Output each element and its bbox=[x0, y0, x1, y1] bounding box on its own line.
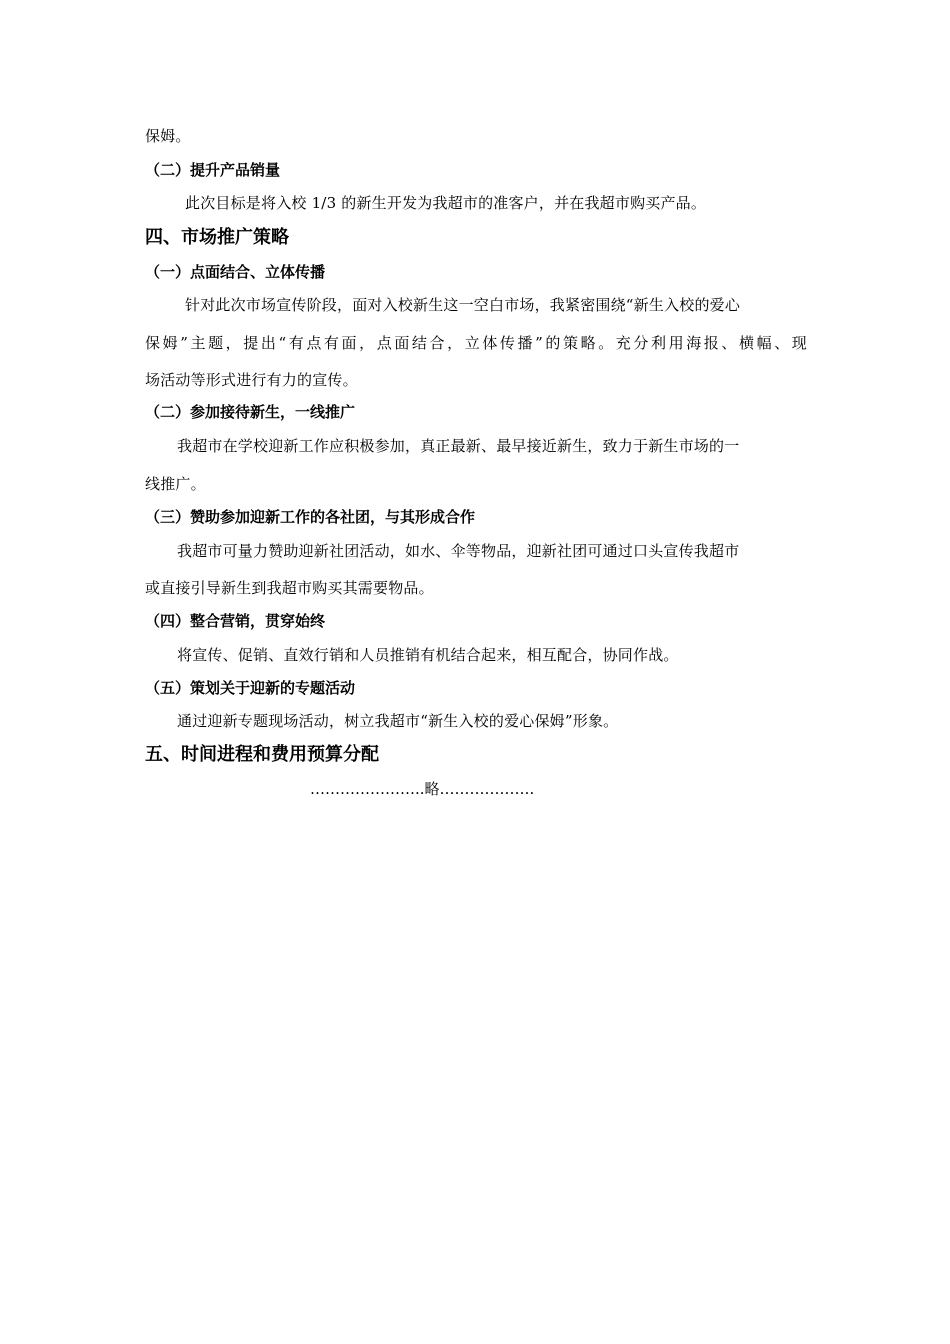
paragraph-frontline-line-2: 线推广。 bbox=[145, 475, 206, 493]
section-heading-marketing-strategy: 四、市场推广策略 bbox=[145, 227, 289, 248]
paragraph-frontline-line-1: 我超市在学校迎新工作应积极参加，真正最新、最早接近新生，致力于新生市场的一 bbox=[177, 437, 740, 455]
paragraph-strategy-line-3: 场活动等形式进行有力的宣传。 bbox=[145, 371, 358, 389]
subheading-increase-sales: （二）提升产品销量 bbox=[145, 161, 281, 179]
subheading-sponsor-clubs: （三）赞助参加迎新工作的各社团，与其形成合作 bbox=[145, 508, 476, 526]
paragraph-sponsor-line-1: 我超市可量力赞助迎新社团活动，如水、伞等物品，迎新社团可通过口头宣传我超市 bbox=[177, 542, 740, 560]
paragraph-themed-activity: 通过迎新专题现场活动，树立我超市“新生入校的爱心保姆”形象。 bbox=[177, 712, 619, 730]
paragraph-integrated-marketing: 将宣传、促销、直效行销和人员推销有机结合起来，相互配合，协同作战。 bbox=[177, 646, 679, 664]
subheading-themed-activity: （五）策划关于迎新的专题活动 bbox=[145, 679, 356, 697]
omitted-content-placeholder: …………………..略………………. bbox=[310, 780, 535, 798]
subheading-frontline-promotion: （二）参加接待新生，一线推广 bbox=[145, 403, 356, 421]
paragraph-sponsor-line-2: 或直接引导新生到我超市购买其需要物品。 bbox=[145, 579, 434, 597]
subheading-integrated-marketing: （四）整合营销，贯穿始终 bbox=[145, 612, 326, 630]
section-heading-schedule-budget: 五、时间进程和费用预算分配 bbox=[145, 744, 379, 765]
paragraph-strategy-line-2: 保姆”主题，提出“有点有面，点面结合，立体传播”的策略。充分利用海报、横幅、现 bbox=[145, 334, 807, 352]
paragraph-strategy-line-1: 针对此次市场宣传阶段，面对入校新生这一空白市场，我紧密围绕“新生入校的爱心 bbox=[185, 296, 741, 314]
paragraph-sales-goal: 此次目标是将入校 1/3 的新生开发为我超市的准客户，并在我超市购买产品。 bbox=[185, 194, 707, 212]
paragraph-intro-tail: 保姆。 bbox=[145, 127, 191, 145]
subheading-point-surface: （一）点面结合、立体传播 bbox=[145, 263, 326, 281]
